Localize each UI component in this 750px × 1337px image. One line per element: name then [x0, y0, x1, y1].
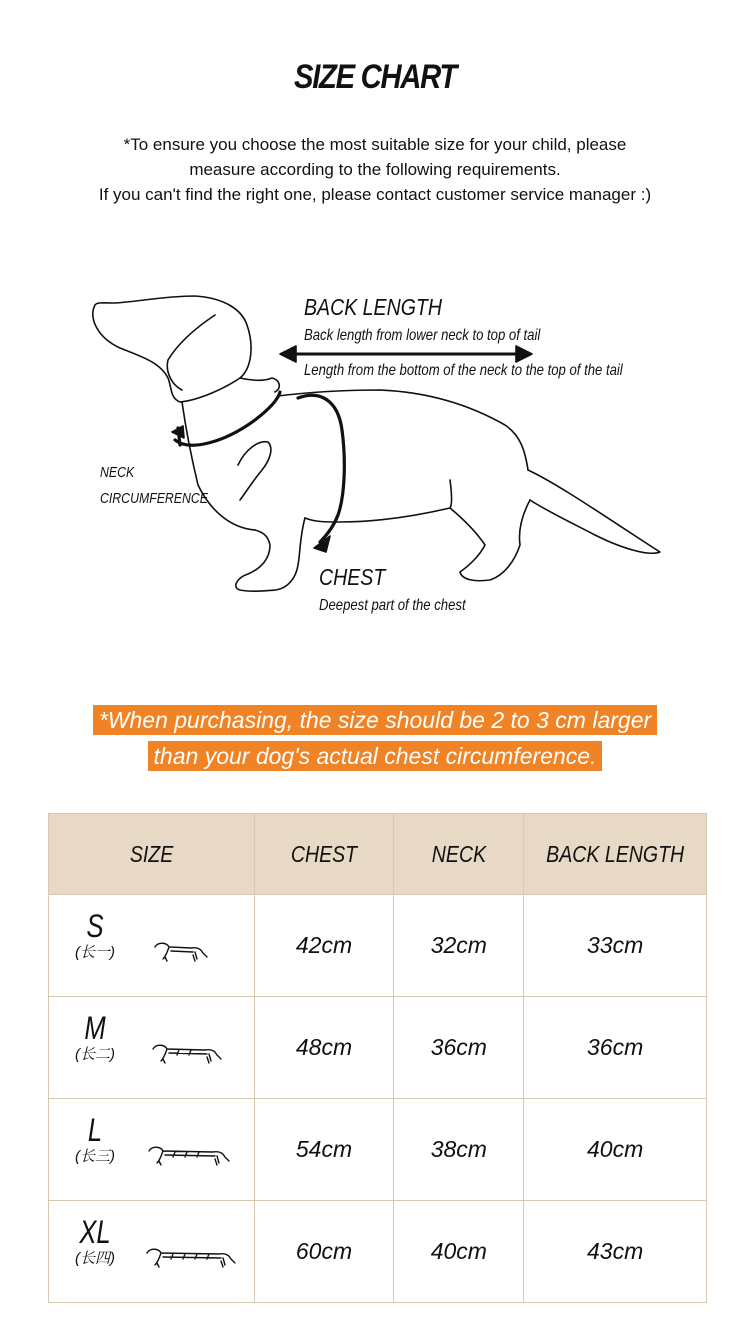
header-size: SIZE — [49, 814, 255, 895]
header-neck: NECK — [394, 814, 524, 895]
back-length-value: 33cm — [524, 895, 707, 997]
intro-text — [0, 132, 750, 207]
chest-title: CHEST — [319, 564, 386, 590]
page-title: SIZE CHART — [293, 58, 457, 96]
intro-line: *To ensure you choose the most suitable size for your child, please — [123, 135, 627, 154]
purchase-note-text: than your dog's actual chest circumference. — [148, 741, 603, 771]
size-label: XL — [79, 1214, 111, 1250]
table-header-row — [49, 814, 707, 895]
table-row — [49, 1201, 707, 1303]
back-length-title: BACK LENGTH — [304, 294, 442, 320]
size-label: L — [87, 1112, 103, 1148]
large-dog-icon — [145, 1141, 233, 1171]
header-back-length: BACK LENGTH — [524, 814, 707, 895]
neck-value: 40cm — [394, 1201, 524, 1303]
purchase-note-line-1 — [0, 705, 750, 735]
size-sub: (长一) — [75, 944, 115, 961]
neck-value: 32cm — [394, 895, 524, 997]
size-sub: (长二) — [75, 1046, 115, 1063]
chest-value: 54cm — [254, 1099, 394, 1201]
purchase-note-line-2 — [0, 741, 750, 771]
back-length-desc: Back length from lower neck to top of tail — [304, 327, 541, 344]
size-sub: (长三) — [75, 1148, 115, 1165]
medium-dog-icon — [149, 1039, 225, 1069]
size-cell — [49, 1099, 255, 1201]
neck-value: 38cm — [394, 1099, 524, 1201]
chest-desc: Deepest part of the chest — [319, 597, 466, 614]
xl-dog-icon — [143, 1243, 239, 1273]
size-table — [48, 813, 707, 1303]
neck-label-line: CIRCUMFERENCE — [100, 490, 208, 507]
size-cell — [49, 1201, 255, 1303]
chest-value: 48cm — [254, 997, 394, 1099]
back-length-value: 43cm — [524, 1201, 707, 1303]
back-length-value: 40cm — [524, 1099, 707, 1201]
chest-value: 42cm — [254, 895, 394, 997]
intro-line: measure according to the following requirements. — [189, 160, 561, 179]
intro-line: If you can't find the right one, please contact customer service manager :) — [98, 185, 652, 204]
table-row — [49, 1099, 707, 1201]
neck-label — [100, 460, 208, 512]
header-chest: CHEST — [254, 814, 394, 895]
size-sub: (长四) — [75, 1250, 115, 1267]
back-length-value: 36cm — [524, 997, 707, 1099]
small-dog-icon — [151, 937, 211, 967]
table-row — [49, 997, 707, 1099]
size-label: S — [86, 908, 104, 944]
neck-value: 36cm — [394, 997, 524, 1099]
size-label: M — [84, 1010, 106, 1046]
back-length-desc-2: Length from the bottom of the neck to the top of the tail — [304, 362, 623, 379]
size-cell — [49, 997, 255, 1099]
purchase-note-text: *When purchasing, the size should be 2 to 3 cm larger — [93, 705, 657, 735]
chest-value: 60cm — [254, 1201, 394, 1303]
size-cell — [49, 895, 255, 997]
table-row — [49, 895, 707, 997]
neck-label-line: NECK — [100, 464, 135, 481]
